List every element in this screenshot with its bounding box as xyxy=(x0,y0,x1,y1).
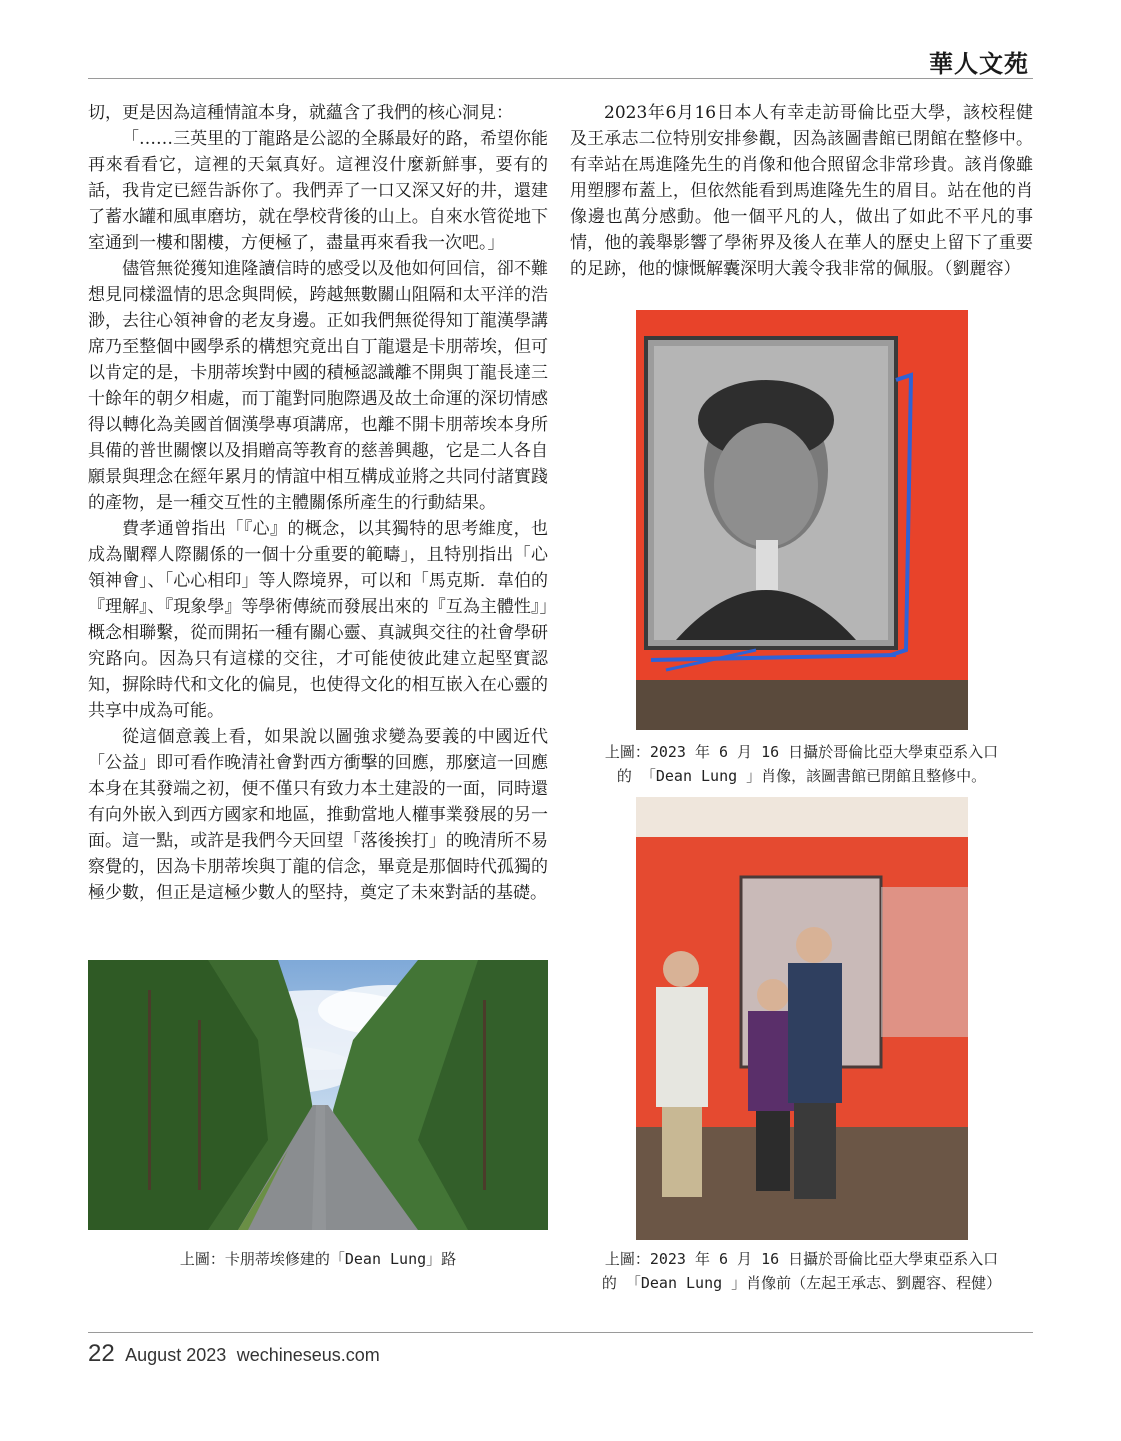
page-number: 22 xyxy=(88,1340,115,1367)
footer xyxy=(88,1340,380,1368)
issue-date: August 2023 xyxy=(125,1345,227,1365)
group-photo xyxy=(636,797,968,1240)
caption-line: 的 「Dean Lung 」肖像，該圖書館已閉館且整修中。 xyxy=(616,767,987,785)
section-title: 華人文苑 xyxy=(929,49,1029,78)
right-column-text xyxy=(570,100,1033,282)
portrait-photo-caption xyxy=(570,740,1033,788)
site-link[interactable]: wechineseus.com xyxy=(236,1345,380,1365)
footer-rule xyxy=(88,1332,1033,1333)
paragraph: 儘管無從獲知進隆讀信時的感受以及他如何回信，卻不難想見同樣溫情的思念與問候，跨越無數關山阻隔和太平洋的浩渺，去往心領神會的老友身邊。正如我們無從得知丁龍漢學講席乃至整個中國學系的構想究竟出自丁龍還是卡朋蒂埃，但可以肯定的是，卡朋蒂埃對中國的積極認識離不開與丁龍長達三十餘年的朝夕相處，而丁龍對同胞際遇及故土命運的深切情感得以轉化為美國首個漢學專項講席，也離不開卡朋蒂埃本身所具備的普世關懷以及捐贈高等教育的慈善興趣，它是二人各自願景與理念在經年累月的情誼中相互構成並將之共同付諸實踐的產物，是一種交互性的主體關係所產生的行動結果。 xyxy=(88,259,548,513)
paragraph: 從這個意義上看，如果說以圖強求變為要義的中國近代「公益」即可看作晚清社會對西方衝擊的回應，那麼這一回應本身在其發端之初，便不僅只有致力本土建設的一面，同時還有向外嵌入到西方國家和地區，推動當地人權事業發展的另一面。這一點，或許是我們今天回望「落後挨打」的晚清所不易察覺的，因為卡朋蒂埃與丁龍的信念，畢竟是那個時代孤獨的極少數，但正是這極少數人的堅持，奠定了未來對話的基礎。 xyxy=(88,727,548,903)
caption-line: 的 「Dean Lung 」肖像前（左起王承志、劉麗容、程健） xyxy=(601,1274,1002,1292)
group-photo-caption xyxy=(570,1247,1033,1295)
caption-line: 上圖：2023 年 6 月 16 日攝於哥倫比亞大學東亞系入口 xyxy=(604,1250,999,1268)
paragraph: 2023年6月16日本人有幸走訪哥倫比亞大學，該校程健及王承志二位特別安排參觀，因為該圖書館已閉館在整修中。有幸站在馬進隆先生的肖像和他合照留念非常珍貴。該肖像雖用塑膠布蓋上，但依然能看到馬進隆先生的眉目。站在他的肖像邊也萬分感動。他一個平凡的人，做出了如此不平凡的事情，他的義舉影響了學術界及後人在華人的歷史上留下了重要的足跡，他的慷慨解囊深明大義令我非常的佩服。（劉麗容） xyxy=(570,103,1033,279)
header-rule xyxy=(88,78,1033,79)
quote-paragraph: 「……三英里的丁龍路是公認的全縣最好的路，希望你能再來看看它，這裡的天氣真好。這裡沒什麼新鮮事，要有的話，我肯定已經告訴你了。我們弄了一口又深又好的井，還建了蓄水罐和風車磨坊，就在學校背後的山上。自來水管從地下室通到一樓和閣樓，方便極了，盡量再來看我一次吧。」 xyxy=(88,129,548,253)
paragraph: 切，更是因為這種情誼本身，就蘊含了我們的核心洞見： xyxy=(88,103,513,123)
paragraph: 費孝通曾指出「『心』的概念，以其獨特的思考維度，也成為闡釋人際關係的一個十分重要的範疇」，且特別指出「心領神會」、「心心相印」等人際境界，可以和「馬克斯．韋伯的『理解』、『現象學』等學術傳統而發展出來的『互為主體性』」概念相聯繫，從而開拓一種有關心靈、真誠與交往的社會學研究路向。因為只有這樣的交往，才可能使彼此建立起堅實認知，摒除時代和文化的偏見，也使得文化的相互嵌入在心靈的共享中成為可能。 xyxy=(88,519,548,721)
road-photo-caption: 上圖：卡朋蒂埃修建的「Dean Lung」路 xyxy=(179,1250,457,1268)
caption-line: 上圖：2023 年 6 月 16 日攝於哥倫比亞大學東亞系入口 xyxy=(604,743,999,761)
portrait-photo xyxy=(636,310,968,730)
road-photo xyxy=(88,960,548,1230)
left-column-text xyxy=(88,100,548,906)
